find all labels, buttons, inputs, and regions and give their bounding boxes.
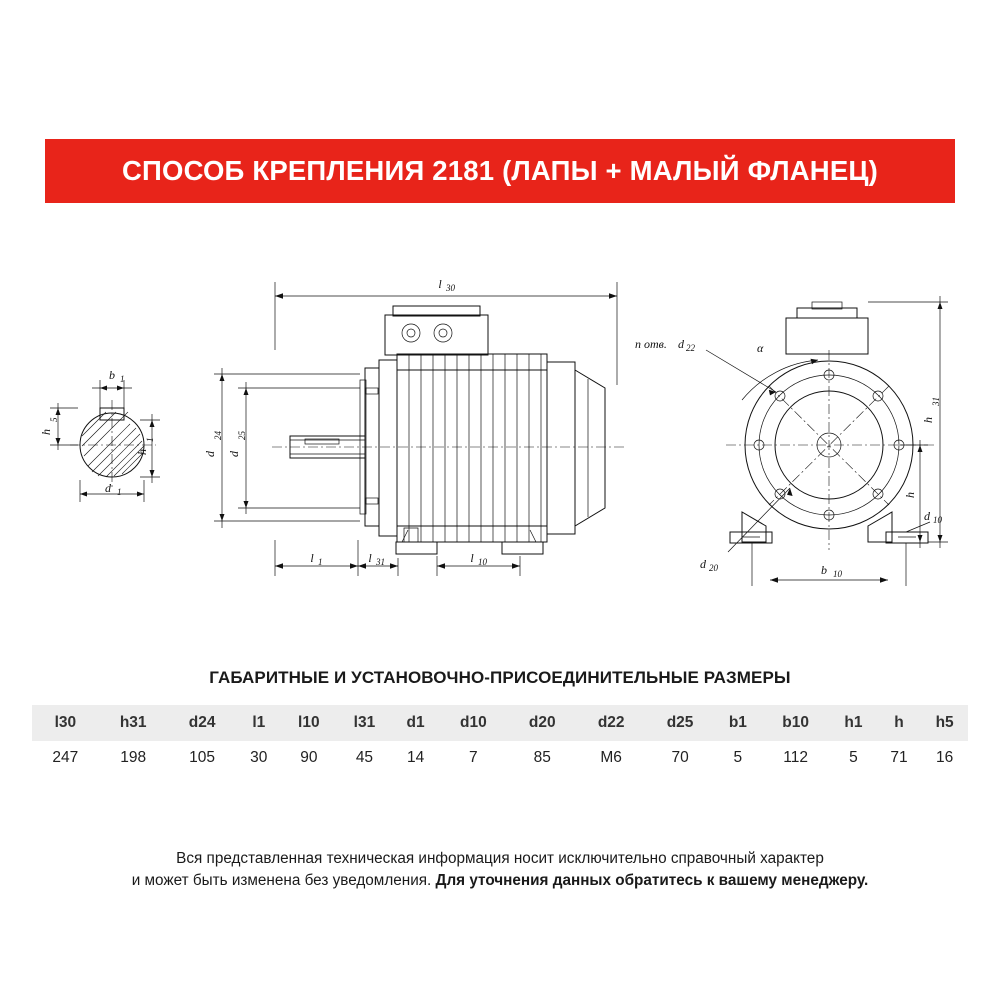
- svg-text:d: d: [700, 557, 706, 571]
- svg-text:1: 1: [120, 374, 125, 384]
- col-header-d20: d20: [508, 705, 577, 741]
- svg-text:25: 25: [237, 431, 247, 440]
- front-end-view: [635, 296, 948, 586]
- cell-d1: 14: [392, 741, 439, 776]
- col-header-h1: h1: [830, 705, 877, 741]
- dimensions-table: [32, 705, 968, 776]
- col-header-h5: h5: [921, 705, 968, 741]
- table-header-row: [32, 705, 968, 741]
- svg-text:h: h: [921, 417, 935, 423]
- svg-text:24: 24: [213, 431, 223, 440]
- title-banner: [45, 139, 955, 203]
- banner-title: СПОСОБ КРЕПЛЕНИЯ 2181 (ЛАПЫ + МАЛЫЙ ФЛАНЕЦ): [121, 155, 879, 186]
- cell-b10: 112: [761, 741, 830, 776]
- col-header-l31: l31: [337, 705, 393, 741]
- svg-text:20: 20: [709, 563, 718, 573]
- svg-text:l: l: [310, 551, 314, 565]
- svg-text:b: b: [109, 368, 115, 382]
- svg-text:α: α: [757, 341, 764, 355]
- col-header-d1: d1: [392, 705, 439, 741]
- col-header-l10: l10: [281, 705, 337, 741]
- technical-drawing: [0, 240, 1000, 640]
- svg-text:d: d: [924, 509, 930, 523]
- svg-text:l: l: [438, 277, 442, 291]
- col-header-b1: b1: [715, 705, 762, 741]
- disclaimer-line-2-normal: и может быть изменена без уведомления.: [131, 872, 436, 890]
- svg-text:l: l: [470, 551, 474, 565]
- col-header-b10: b10: [761, 705, 830, 741]
- col-header-d22: d22: [577, 705, 646, 741]
- svg-text:10: 10: [478, 557, 487, 567]
- svg-text:d: d: [203, 451, 217, 457]
- svg-text:1: 1: [145, 437, 155, 442]
- col-header-h: h: [877, 705, 921, 741]
- col-header-d24: d24: [168, 705, 237, 741]
- table-row: [32, 741, 968, 776]
- col-header-d10: d10: [439, 705, 508, 741]
- cell-d22: M6: [577, 741, 646, 776]
- cell-d20: 85: [508, 741, 577, 776]
- svg-text:d: d: [105, 481, 111, 495]
- cell-l31: 45: [337, 741, 393, 776]
- col-header-d25: d25: [646, 705, 715, 741]
- cell-b1: 5: [715, 741, 762, 776]
- svg-text:d: d: [678, 337, 684, 351]
- cell-l10: 90: [281, 741, 337, 776]
- col-header-l1: l1: [237, 705, 281, 741]
- svg-text:1: 1: [318, 557, 323, 567]
- svg-text:10: 10: [833, 569, 842, 579]
- cell-d10: 7: [439, 741, 508, 776]
- disclaimer-line-1: Вся представленная техническая информация носит исключительно справочный характер: [176, 850, 824, 867]
- svg-text:31: 31: [931, 397, 941, 406]
- cell-d24: 105: [168, 741, 237, 776]
- cell-l30: 247: [32, 741, 99, 776]
- col-header-h31: h31: [99, 705, 168, 741]
- svg-text:l: l: [368, 551, 372, 565]
- col-header-l30: l30: [32, 705, 99, 741]
- cell-h5: 16: [921, 741, 968, 776]
- cell-h: 71: [877, 741, 921, 776]
- svg-text:1: 1: [117, 487, 122, 497]
- svg-text:22: 22: [686, 343, 695, 353]
- disclaimer: [100, 848, 900, 892]
- svg-text:31: 31: [376, 557, 385, 567]
- svg-text:h: h: [903, 492, 917, 498]
- svg-text:h: h: [135, 449, 149, 455]
- svg-text:h: h: [39, 429, 53, 435]
- side-elevation-view: [203, 277, 625, 576]
- disclaimer-line-2-bold: Для уточнения данных обратитесь к вашему менеджеру.: [435, 872, 869, 890]
- svg-text:d: d: [227, 451, 241, 457]
- svg-text:30: 30: [446, 283, 455, 293]
- cell-l1: 30: [237, 741, 281, 776]
- cell-h1: 5: [830, 741, 877, 776]
- table-title: ГАБАРИТНЫЕ И УСТАНОВОЧНО-ПРИСОЕДИНИТЕЛЬНЫЕ РАЗМЕРЫ: [209, 668, 791, 687]
- svg-text:10: 10: [933, 515, 942, 525]
- cell-h31: 198: [99, 741, 168, 776]
- svg-text:5: 5: [49, 417, 59, 422]
- svg-text:n отв.: n отв.: [635, 337, 667, 351]
- svg-text:b: b: [821, 563, 827, 577]
- shaft-section-view: [39, 368, 160, 502]
- cell-d25: 70: [646, 741, 715, 776]
